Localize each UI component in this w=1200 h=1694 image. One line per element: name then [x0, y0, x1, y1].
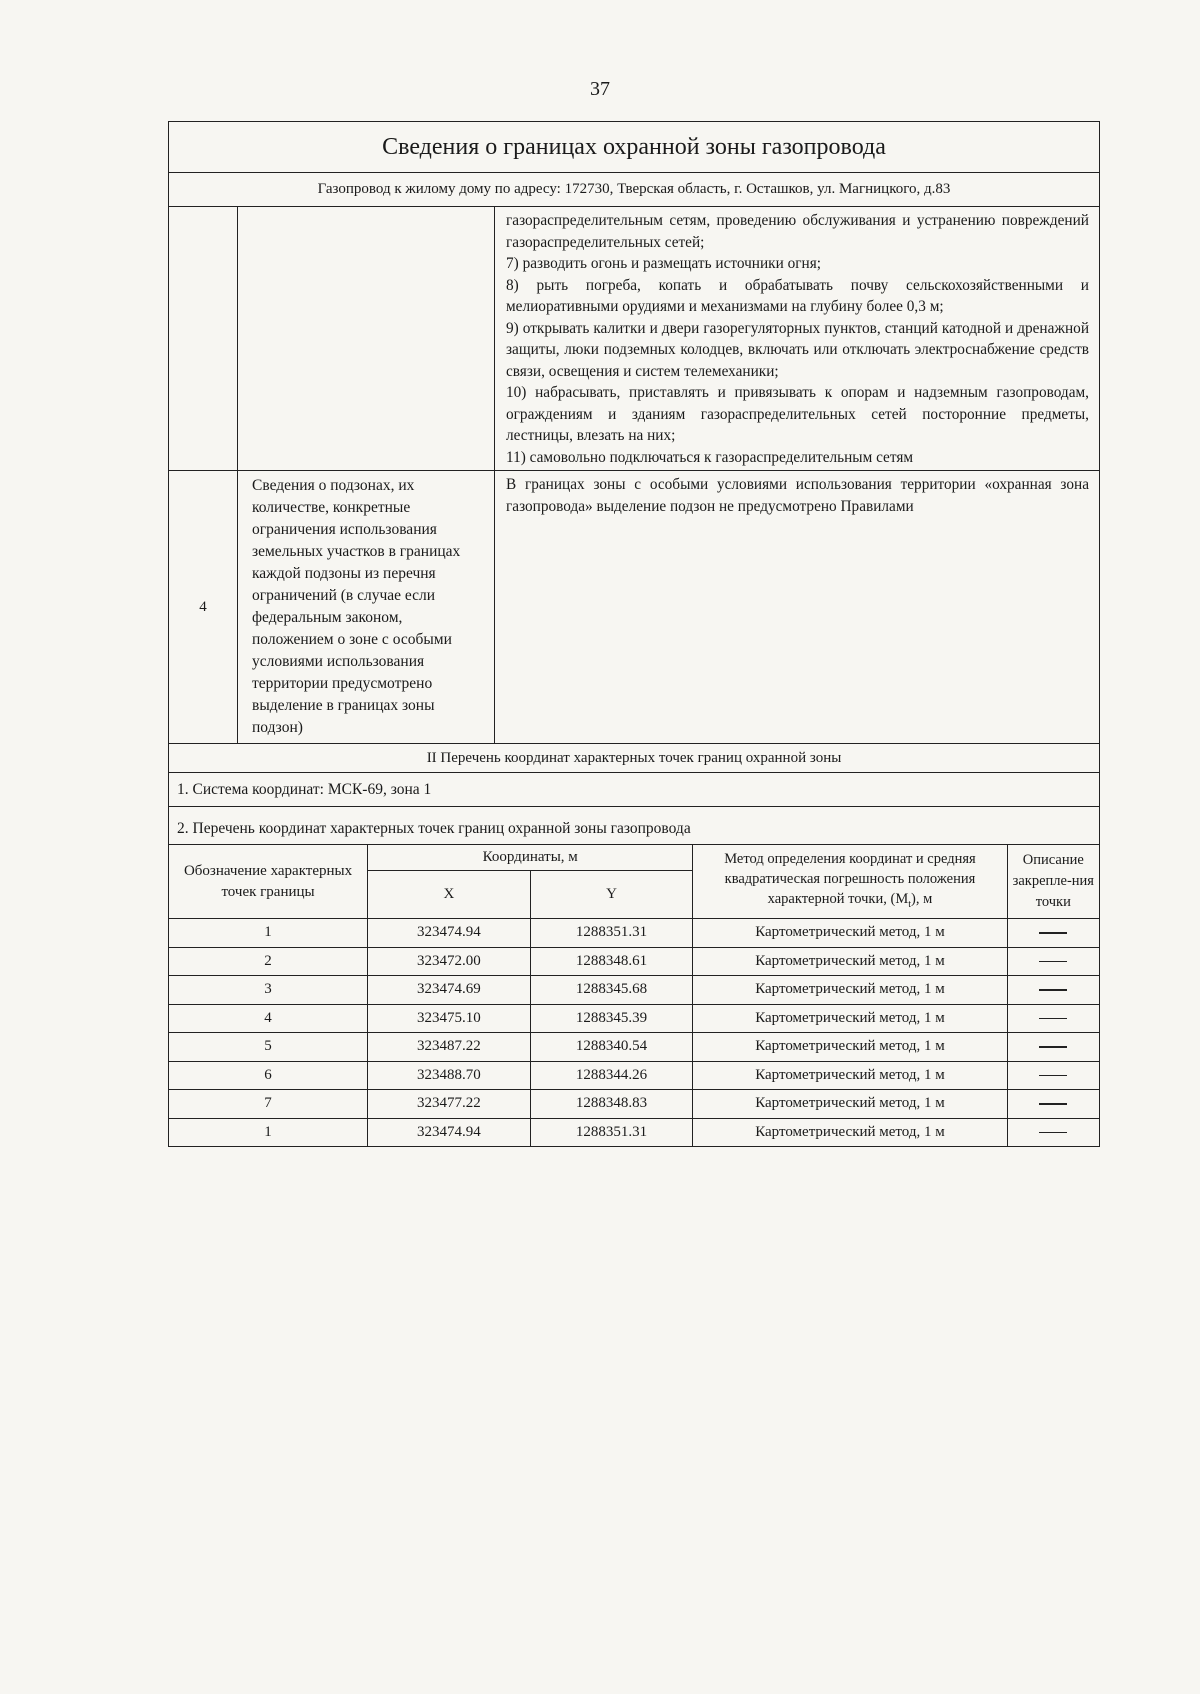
header-point: Обозначение характерных точек границы: [169, 845, 368, 919]
method-cell: Картометрический метод, 1 м: [693, 1090, 1007, 1119]
page-number: 37: [590, 78, 610, 100]
x-cell: 323477.22: [368, 1090, 531, 1119]
document-subtitle: Газопровод к жилому дому по адресу: 172730, Тверская область, г. Осташков, ул. Магницкого, д.83: [169, 173, 1099, 207]
header-description: Описание закрепле-ния точки: [1007, 845, 1099, 919]
description-cell: [1007, 1033, 1099, 1062]
coordinate-system: 1. Система координат: МСК-69, зона 1: [169, 773, 1099, 807]
table-row: [169, 1118, 1099, 1146]
method-cell: Картометрический метод, 1 м: [693, 919, 1007, 948]
y-cell: 1288344.26: [530, 1061, 693, 1090]
dash-icon: [1039, 1103, 1067, 1105]
y-cell: 1288351.31: [530, 919, 693, 948]
table-row: [169, 1004, 1099, 1033]
dash-icon: [1039, 1132, 1067, 1134]
y-cell: 1288345.68: [530, 976, 693, 1005]
x-cell: 323474.94: [368, 1118, 531, 1146]
point-id-cell: 1: [169, 919, 368, 948]
description-cell: [1007, 1090, 1099, 1119]
y-cell: 1288348.83: [530, 1090, 693, 1119]
description-cell: [1007, 947, 1099, 976]
method-cell: Картометрический метод, 1 м: [693, 976, 1007, 1005]
table-row: [169, 1061, 1099, 1090]
restriction-line: 10) набрасывать, приставлять и привязывать к опорам и надземным газопроводам, ограждениям и зданиям газораспределительных сетей посторонние предметы, лестницы, влезать на них;: [506, 384, 1089, 444]
x-cell: 323474.94: [368, 919, 531, 948]
x-cell: 323474.69: [368, 976, 531, 1005]
restriction-line: газораспределительным сетям, проведению обслуживания и устранению повреждений газораспределительных сетей;: [506, 212, 1089, 251]
subzones-row-number: 4: [169, 471, 238, 743]
subzones-row-name: Сведения о подзонах, их количестве, конкретные ограничения использования земельных участков в границах каждой подзоны из перечня ограничений (в случае если федеральным законом, положением о зоне с особыми условиями использования территории предусмотрено выделение в границах зоны подзон): [238, 471, 495, 743]
dash-icon: [1039, 989, 1067, 991]
header-y: Y: [530, 871, 693, 919]
table-row: [169, 1033, 1099, 1062]
points-list-title: 2. Перечень координат характерных точек границ охранной зоны газопровода: [169, 807, 1099, 845]
description-cell: [1007, 1061, 1099, 1090]
method-cell: Картометрический метод, 1 м: [693, 1118, 1007, 1146]
dash-icon: [1039, 1046, 1067, 1048]
y-cell: 1288351.31: [530, 1118, 693, 1146]
subzones-row-text: В границах зоны с особыми условиями использования территории «охранная зона газопровода» выделение подзон не предусмотрено Правилами: [506, 476, 1089, 515]
dash-icon: [1039, 1018, 1067, 1020]
section-2-title: II Перечень координат характерных точек границ охранной зоны: [169, 744, 1099, 773]
restriction-line: 8) рыть погреба, копать и обрабатывать почву сельскохозяйственными и мелиоративными орудиями и механизмами на глубину более 0,3 м;: [506, 276, 1089, 315]
point-id-cell: 7: [169, 1090, 368, 1119]
header-method: Метод определения координат и средняя квадратическая погрешность положения характерной точки, $(M_t)$, м: [693, 845, 1007, 919]
header-x: X: [368, 871, 531, 919]
restrictions-continuation-row: [169, 207, 1099, 471]
x-cell: 323487.22: [368, 1033, 531, 1062]
row-number-cell: [169, 207, 238, 470]
table-row: [169, 919, 1099, 948]
y-cell: 1288345.39: [530, 1004, 693, 1033]
method-cell: Картометрический метод, 1 м: [693, 1033, 1007, 1062]
subzones-row: [169, 471, 1099, 744]
method-cell: Картометрический метод, 1 м: [693, 1004, 1007, 1033]
description-cell: [1007, 976, 1099, 1005]
row-name-cell: [238, 207, 495, 470]
dash-icon: [1039, 1075, 1067, 1077]
point-id-cell: 1: [169, 1118, 368, 1146]
description-cell: [1007, 1118, 1099, 1146]
point-id-cell: 6: [169, 1061, 368, 1090]
table-row: [169, 1090, 1099, 1119]
table-row: [169, 947, 1099, 976]
x-cell: 323472.00: [368, 947, 531, 976]
description-cell: [1007, 919, 1099, 948]
coordinates-table: [169, 845, 1099, 1146]
y-cell: 1288340.54: [530, 1033, 693, 1062]
restrictions-text: [495, 207, 1099, 470]
point-id-cell: 2: [169, 947, 368, 976]
restriction-line: 9) открывать калитки и двери газорегуляторных пунктов, станций катодной и дренажной защиты, люки подземных колодцев, включать или отключать электроснабжение средств связи, освещения и систем телемеханики;: [506, 319, 1089, 380]
document-title: Сведения о границах охранной зоны газопровода: [169, 122, 1099, 173]
point-id-cell: 3: [169, 976, 368, 1005]
protection-zone-sheet: [168, 121, 1100, 1147]
restriction-line: 11) самовольно подключаться к газораспределительным сетям: [506, 448, 914, 466]
header-coordinates: Координаты, м: [368, 845, 693, 871]
point-id-cell: 5: [169, 1033, 368, 1062]
dash-icon: [1039, 961, 1067, 963]
table-row: [169, 976, 1099, 1005]
method-cell: Картометрический метод, 1 м: [693, 1061, 1007, 1090]
y-cell: 1288348.61: [530, 947, 693, 976]
description-cell: [1007, 1004, 1099, 1033]
restriction-line: 7) разводить огонь и размещать источники огня;: [506, 255, 822, 272]
x-cell: 323475.10: [368, 1004, 531, 1033]
method-cell: Картометрический метод, 1 м: [693, 947, 1007, 976]
point-id-cell: 4: [169, 1004, 368, 1033]
dash-icon: [1039, 932, 1067, 934]
x-cell: 323488.70: [368, 1061, 531, 1090]
